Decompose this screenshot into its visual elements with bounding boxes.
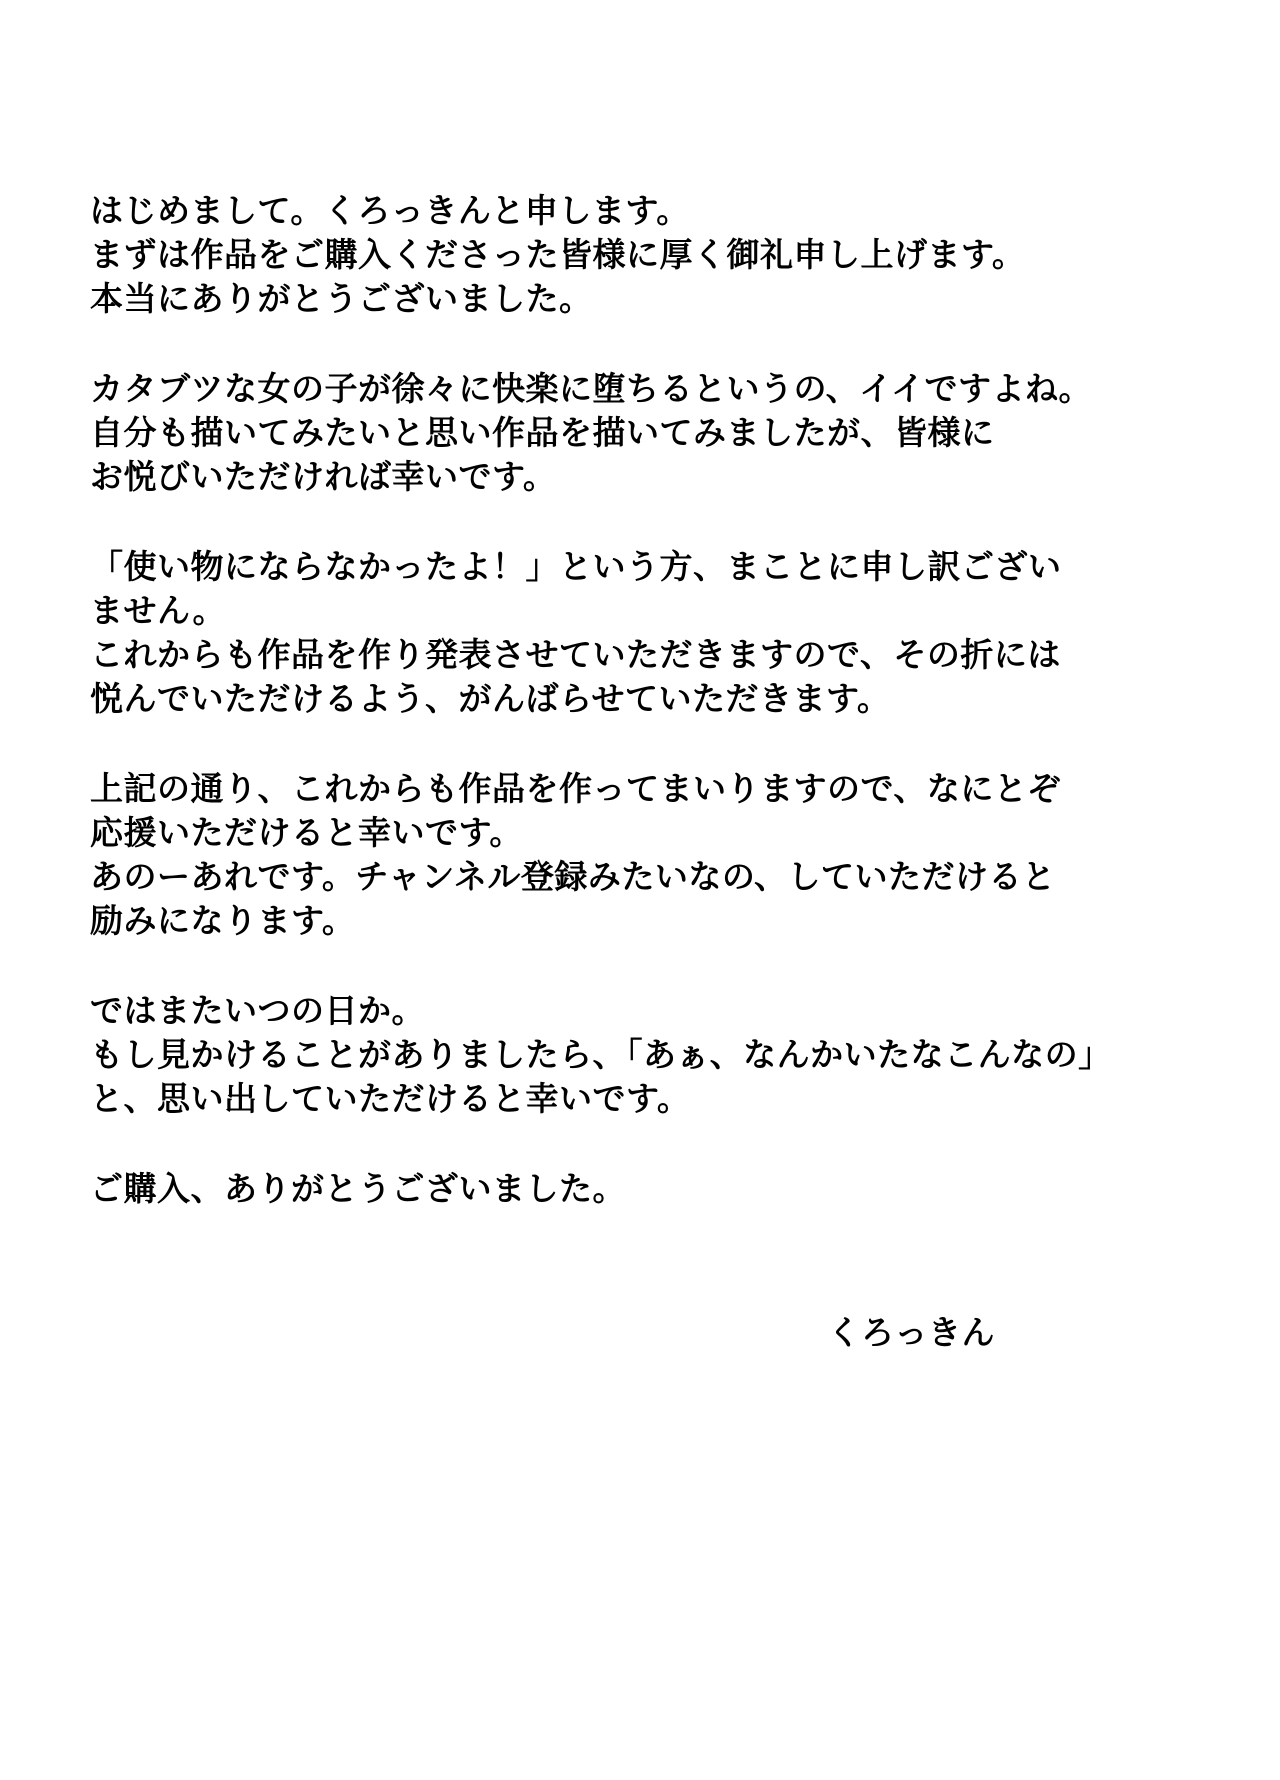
text-line: お悦びいただければ幸いです。 — [90, 460, 557, 496]
text-line: もし見かけることがありましたら、「あぁ、なんかいたなこんなの」 — [90, 1038, 1112, 1074]
text-line: ではまたいつの日か。 — [90, 994, 425, 1030]
text-line: ません。 — [90, 594, 226, 630]
text-line: まずは作品をご購入くださった皆様に厚く御礼申し上げます。 — [90, 238, 1026, 274]
author-signature — [90, 1312, 1180, 1356]
text-line: と、思い出していただけると幸いです。 — [90, 1082, 691, 1118]
author-name: くろっきん — [827, 1316, 995, 1352]
text-line: あのーあれです。チャンネル登録みたいなの、していただけると — [90, 860, 1056, 896]
thanks-paragraph — [90, 1168, 1180, 1212]
text-line: 励みになります。 — [90, 904, 356, 940]
text-line: 自分も描いてみたいと思い作品を描いてみましたが、皆様に — [90, 416, 995, 452]
apology-paragraph — [90, 546, 1180, 722]
text-line: 応援いただけると幸いです。 — [90, 816, 523, 852]
text-line: 悦んでいただけるよう、がんばらせていただきます。 — [90, 682, 891, 718]
concept-paragraph — [90, 368, 1180, 500]
text-line: これからも作品を作り発表させていただきますので、その折には — [90, 638, 1061, 674]
support-request-paragraph — [90, 768, 1180, 944]
text-line: 本当にありがとうございました。 — [90, 282, 593, 318]
text-line: カタブツな女の子が徐々に快楽に堕ちるというの、イイですよね。 — [90, 372, 1093, 408]
greeting-paragraph — [90, 190, 1180, 322]
farewell-paragraph — [90, 990, 1180, 1122]
text-line: 「使い物にならなかったよ！」という方、まことに申し訳ござい — [90, 550, 1062, 586]
text-line: はじめまして。くろっきんと申します。 — [90, 194, 690, 230]
text-line: 上記の通り、これからも作品を作ってまいりますので、なにとぞ — [90, 772, 1061, 808]
text-line: ご購入、ありがとうございました。 — [90, 1172, 626, 1208]
